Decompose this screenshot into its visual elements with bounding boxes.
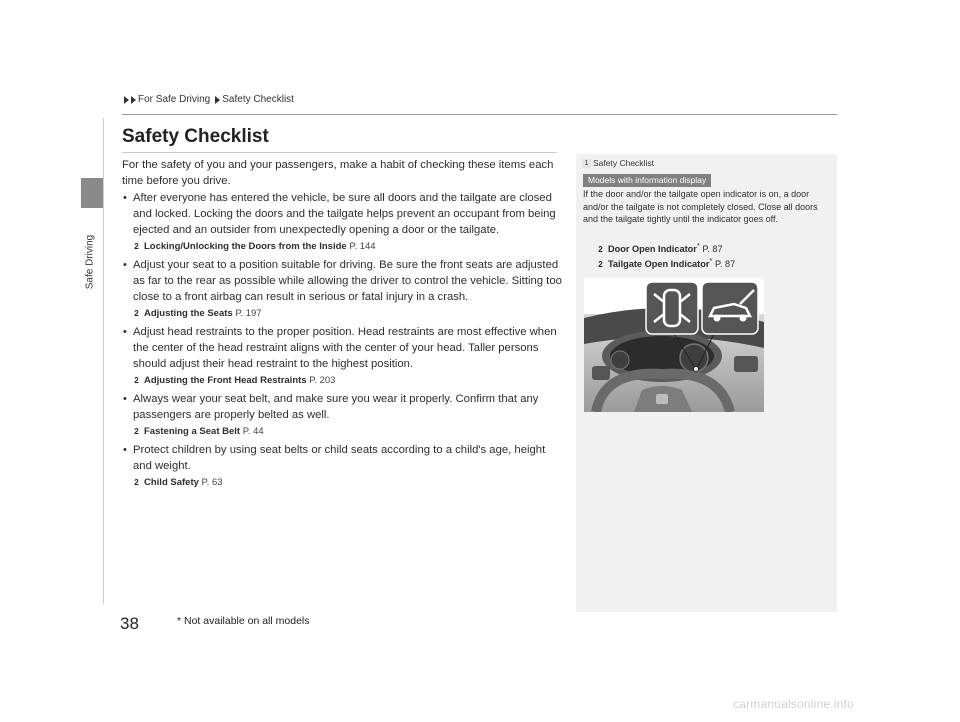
sidebar-header [582,158,654,168]
checklist-text: Protect children by using seat belts or child seats according to a child's age, height and weight. [133,444,546,472]
instrument-panel-illustration [584,278,764,412]
reference-arrow-icon: 2 [598,245,603,255]
cross-reference-link[interactable] [132,425,562,438]
checklist-bullet [122,324,562,372]
sidebar-reference-link[interactable] [596,255,735,270]
model-badge: Models with information display [583,174,711,187]
reference-page: P. 44 [242,426,264,437]
reference-arrow-icon: 2 [134,242,139,251]
door-open-indicator-icon [646,282,698,334]
checklist-text: Always wear your seat belt, and make sure you wear it properly. Confirm that any passengers are properly belted as well. [133,393,539,421]
checklist-text: Adjust your seat to a position suitable for driving. Be sure the front seats are adjusted as far to the rear as possible while allowing the driver to control the vehicle. Sitting too close to a front airbag can result in serious or fatal injury in a crash. [133,259,562,303]
sidebar-text: If the door and/or the tailgate open indicator is on, a door and/or the tailgate is not completely closed. Close all doors and the tailgate tightly until the indicator goes off. [583,189,818,225]
reference-arrow-icon: 2 [134,427,139,436]
sidebar-title: Safety Checklist [593,158,654,168]
emblem-shape [656,394,668,404]
reference-title: Door Open Indicator [608,244,697,255]
checklist-item [122,190,562,253]
cross-reference-link[interactable] [132,476,562,489]
reference-page: P. 87 [714,259,736,270]
reference-page: P. 203 [309,375,336,386]
checklist-bullet [122,442,562,474]
breadcrumb-arrow-icon [215,96,220,104]
reference-title: Locking/Unlocking the Doors from the Inside [144,241,347,252]
reference-page: P. 87 [702,244,723,255]
breadcrumb-item[interactable]: Safety Checklist [222,94,294,105]
checklist-item [122,442,562,489]
chapter-tab-marker [81,178,103,208]
dashboard-figure [584,278,764,412]
tailgate-open-indicator-icon [702,282,758,334]
vent-shape [592,366,610,380]
reference-title: Child Safety [144,477,199,488]
intro-paragraph: For the safety of you and your passengers, make a habit of checking these items each time before you drive. [122,159,554,187]
page-title: Safety Checklist [122,126,269,147]
bullet-icon: • [123,259,127,271]
footnote-star: * [696,241,700,250]
header-rule [122,114,837,115]
checklist-bullet [122,190,562,238]
sidebar-reference-link[interactable] [596,240,723,255]
bullet-icon: • [123,192,127,204]
checklist-text: Adjust head restraints to the proper position. Head restraints are most effective when the center of the head restraint aligns with the center of your head. Taller persons should adjust their head restraint to the highest position. [133,326,557,370]
breadcrumb-arrow-icon [124,96,129,104]
bullet-icon: • [123,444,127,456]
footnote-star: * [709,256,713,265]
title-rule [122,152,557,153]
page-number: 38 [120,614,139,633]
reference-title: Adjusting the Front Head Restraints [144,375,307,386]
checklist-item [122,324,562,387]
main-content [122,157,562,493]
chapter-side-label: Safe Driving [84,234,96,290]
reference-title: Tailgate Open Indicator [608,259,710,270]
breadcrumb-arrow-icon [131,96,136,104]
note-number-icon: 1 [582,159,591,168]
breadcrumb [124,94,299,105]
checklist-text: After everyone has entered the vehicle, be sure all doors and the tailgate are closed and locked. Locking the doors and the tailgate helps prevent an occupant from being ejected and an outsider from unexpectedly opening a door or the tailgate. [133,192,556,236]
reference-title: Fastening a Seat Belt [144,426,241,437]
checklist-bullet [122,391,562,423]
checklist-bullet [122,257,562,305]
reference-arrow-icon: 2 [598,260,603,270]
checklist-item [122,391,562,438]
cross-reference-link[interactable] [132,374,562,387]
breadcrumb-item[interactable]: For Safe Driving [138,94,211,105]
reference-title: Adjusting the Seats [144,308,233,319]
reference-page: P. 144 [349,241,376,252]
reference-arrow-icon: 2 [134,309,139,318]
left-divider [103,118,104,604]
watermark: carmanualsonline.info [733,697,854,711]
reference-page: P. 63 [201,477,223,488]
checklist-item [122,257,562,320]
reference-arrow-icon: 2 [134,376,139,385]
footnote: * Not available on all models [177,615,310,627]
reference-arrow-icon: 2 [134,478,139,487]
bullet-icon: • [123,393,127,405]
cross-reference-link[interactable] [132,240,562,253]
cross-reference-link[interactable] [132,307,562,320]
reference-page: P. 197 [235,308,262,319]
bullet-icon: • [123,326,127,338]
